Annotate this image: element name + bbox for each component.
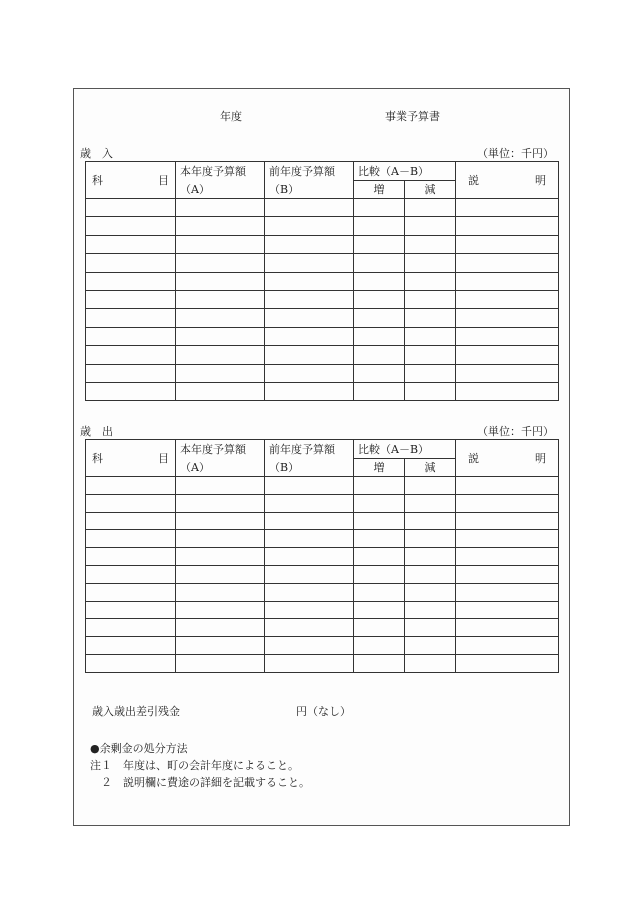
table-cell[interactable] [354, 217, 405, 235]
table-cell[interactable] [265, 548, 354, 566]
table-cell[interactable] [86, 346, 176, 364]
table-row [86, 565, 559, 583]
table-cell[interactable] [265, 364, 354, 382]
table-cell[interactable] [265, 217, 354, 235]
table-cell[interactable] [456, 327, 559, 345]
table-cell[interactable] [405, 619, 456, 637]
table-row [86, 530, 559, 548]
note-2: ２ 説明欄に費途の詳細を記載すること。 [90, 776, 310, 789]
table-cell[interactable] [86, 601, 176, 619]
note-1: 注１ 年度は、町の会計年度によること。 [90, 759, 299, 772]
table-cell[interactable] [456, 346, 559, 364]
header-decrease: 減 [405, 180, 456, 199]
table-cell[interactable] [354, 565, 405, 583]
table-row [86, 654, 559, 672]
header-subject: 科 目 [86, 162, 176, 199]
table-cell[interactable] [86, 364, 176, 382]
table-cell[interactable] [265, 272, 354, 290]
table-row [86, 548, 559, 566]
header-explanation: 説 明 [456, 440, 559, 477]
table-cell[interactable] [265, 254, 354, 272]
table-cell[interactable] [265, 619, 354, 637]
table-cell[interactable] [456, 235, 559, 253]
table-cell[interactable] [265, 309, 354, 327]
table-cell[interactable] [354, 199, 405, 217]
table-cell[interactable] [265, 199, 354, 217]
table-cell[interactable] [354, 254, 405, 272]
table-cell[interactable] [86, 290, 176, 308]
table-cell[interactable] [265, 477, 354, 495]
table-cell[interactable] [405, 346, 456, 364]
header-previous-budget-b: （B） [265, 180, 354, 199]
table-cell[interactable] [354, 290, 405, 308]
table-row [86, 327, 559, 345]
page-title: 事業予算書 [385, 110, 440, 123]
table-cell[interactable] [176, 494, 265, 512]
table-cell[interactable] [86, 272, 176, 290]
table-cell[interactable] [405, 494, 456, 512]
revenue-table [85, 161, 559, 401]
table-cell[interactable] [405, 477, 456, 495]
table-cell[interactable] [354, 530, 405, 548]
table-cell[interactable] [456, 272, 559, 290]
table-cell[interactable] [456, 654, 559, 672]
table-cell[interactable] [354, 327, 405, 345]
table-cell[interactable] [456, 382, 559, 400]
table-cell[interactable] [176, 272, 265, 290]
table-cell[interactable] [265, 654, 354, 672]
table-cell[interactable] [265, 235, 354, 253]
table-cell[interactable] [86, 254, 176, 272]
header-comparison: 比較（A－B） [354, 162, 456, 181]
table-cell[interactable] [456, 601, 559, 619]
table-cell[interactable] [456, 290, 559, 308]
table-cell[interactable] [405, 364, 456, 382]
table-row [86, 364, 559, 382]
table-cell[interactable] [456, 637, 559, 655]
table-cell[interactable] [405, 548, 456, 566]
table-cell[interactable] [265, 637, 354, 655]
table-cell[interactable] [354, 583, 405, 601]
table-cell[interactable] [354, 477, 405, 495]
table-cell[interactable] [86, 235, 176, 253]
surplus-heading: ●余剰金の処分方法 [90, 742, 188, 755]
table-cell[interactable] [405, 382, 456, 400]
header-current-budget: 本年度予算額 [176, 162, 265, 181]
table-row [86, 346, 559, 364]
table-cell[interactable] [86, 565, 176, 583]
table-cell[interactable] [456, 309, 559, 327]
table-cell[interactable] [405, 199, 456, 217]
table-cell[interactable] [456, 254, 559, 272]
table-cell[interactable] [405, 565, 456, 583]
header-previous-budget-b: （B） [265, 458, 354, 477]
header-comparison: 比較（A－B） [354, 440, 456, 459]
table-cell[interactable] [354, 382, 405, 400]
table-row [86, 272, 559, 290]
table-cell[interactable] [405, 254, 456, 272]
title-year: 年度 [220, 110, 242, 123]
table-cell[interactable] [176, 601, 265, 619]
table-cell[interactable] [176, 477, 265, 495]
table-cell[interactable] [265, 327, 354, 345]
table-cell[interactable] [265, 346, 354, 364]
table-cell[interactable] [86, 199, 176, 217]
table-cell[interactable] [405, 583, 456, 601]
table-cell[interactable] [354, 654, 405, 672]
table-row [86, 601, 559, 619]
table-cell[interactable] [405, 654, 456, 672]
table-cell[interactable] [176, 217, 265, 235]
table-cell[interactable] [86, 477, 176, 495]
table-row [86, 199, 559, 217]
table-cell[interactable] [405, 530, 456, 548]
header-previous-budget: 前年度予算額 [265, 440, 354, 459]
table-cell[interactable] [354, 272, 405, 290]
table-cell[interactable] [354, 235, 405, 253]
table-cell[interactable] [86, 583, 176, 601]
revenue-unit-label: （単位：千円） [477, 147, 554, 160]
table-row [86, 637, 559, 655]
table-cell[interactable] [456, 583, 559, 601]
table-row [86, 512, 559, 530]
header-increase: 増 [354, 458, 405, 477]
table-row [86, 235, 559, 253]
table-cell[interactable] [265, 290, 354, 308]
table-row [86, 309, 559, 327]
table-cell[interactable] [86, 619, 176, 637]
table-cell[interactable] [354, 548, 405, 566]
table-cell[interactable] [176, 637, 265, 655]
table-cell[interactable] [265, 512, 354, 530]
table-cell[interactable] [176, 382, 265, 400]
table-cell[interactable] [86, 309, 176, 327]
table-cell[interactable] [265, 494, 354, 512]
table-cell[interactable] [405, 327, 456, 345]
table-cell[interactable] [456, 494, 559, 512]
expenditure-label: 歳 出 [80, 425, 113, 438]
table-cell[interactable] [176, 583, 265, 601]
table-cell[interactable] [86, 327, 176, 345]
table-cell[interactable] [456, 548, 559, 566]
table-cell[interactable] [265, 583, 354, 601]
table-row [86, 494, 559, 512]
table-cell[interactable] [354, 309, 405, 327]
table-cell[interactable] [456, 530, 559, 548]
table-cell[interactable] [86, 512, 176, 530]
table-cell[interactable] [354, 364, 405, 382]
table-row [86, 477, 559, 495]
table-cell[interactable] [176, 235, 265, 253]
table-cell[interactable] [176, 619, 265, 637]
table-row [86, 254, 559, 272]
table-cell[interactable] [405, 601, 456, 619]
balance-label: 歳入歳出差引残金 [92, 705, 180, 718]
table-cell[interactable] [405, 290, 456, 308]
table-cell[interactable] [176, 199, 265, 217]
table-cell[interactable] [176, 548, 265, 566]
table-cell[interactable] [354, 619, 405, 637]
table-cell[interactable] [405, 235, 456, 253]
table-row [86, 290, 559, 308]
table-cell[interactable] [405, 272, 456, 290]
header-explanation: 説 明 [456, 162, 559, 199]
table-cell[interactable] [354, 637, 405, 655]
table-row [86, 619, 559, 637]
table-cell[interactable] [456, 512, 559, 530]
balance-value: 円（なし） [296, 705, 351, 718]
table-cell[interactable] [265, 565, 354, 583]
header-current-budget-a: （A） [176, 458, 265, 477]
expenditure-table [85, 439, 559, 673]
table-cell[interactable] [86, 217, 176, 235]
table-row [86, 217, 559, 235]
table-cell[interactable] [176, 565, 265, 583]
header-current-budget-a: （A） [176, 180, 265, 199]
table-cell[interactable] [456, 477, 559, 495]
table-cell[interactable] [86, 382, 176, 400]
table-cell[interactable] [86, 494, 176, 512]
table-cell[interactable] [86, 654, 176, 672]
header-previous-budget: 前年度予算額 [265, 162, 354, 181]
header-increase: 増 [354, 180, 405, 199]
table-cell[interactable] [176, 309, 265, 327]
table-cell[interactable] [176, 254, 265, 272]
table-cell[interactable] [265, 382, 354, 400]
table-cell[interactable] [176, 327, 265, 345]
table-cell[interactable] [456, 199, 559, 217]
expenditure-unit-label: （単位：千円） [477, 425, 554, 438]
table-cell[interactable] [176, 364, 265, 382]
table-cell[interactable] [456, 619, 559, 637]
table-cell[interactable] [354, 494, 405, 512]
table-row [86, 382, 559, 400]
table-cell[interactable] [176, 654, 265, 672]
revenue-label: 歳 入 [80, 147, 113, 160]
table-cell[interactable] [176, 512, 265, 530]
table-cell[interactable] [176, 346, 265, 364]
header-current-budget: 本年度予算額 [176, 440, 265, 459]
table-cell[interactable] [354, 512, 405, 530]
table-cell[interactable] [176, 530, 265, 548]
table-cell[interactable] [354, 346, 405, 364]
table-cell[interactable] [86, 548, 176, 566]
table-cell[interactable] [456, 217, 559, 235]
table-cell[interactable] [86, 530, 176, 548]
table-cell[interactable] [265, 601, 354, 619]
table-cell[interactable] [405, 512, 456, 530]
table-cell[interactable] [456, 565, 559, 583]
table-cell[interactable] [176, 290, 265, 308]
table-cell[interactable] [354, 601, 405, 619]
header-subject: 科 目 [86, 440, 176, 477]
table-cell[interactable] [265, 530, 354, 548]
table-cell[interactable] [405, 309, 456, 327]
header-decrease: 減 [405, 458, 456, 477]
table-cell[interactable] [405, 217, 456, 235]
table-cell[interactable] [405, 637, 456, 655]
table-row [86, 583, 559, 601]
table-cell[interactable] [86, 637, 176, 655]
table-cell[interactable] [456, 364, 559, 382]
